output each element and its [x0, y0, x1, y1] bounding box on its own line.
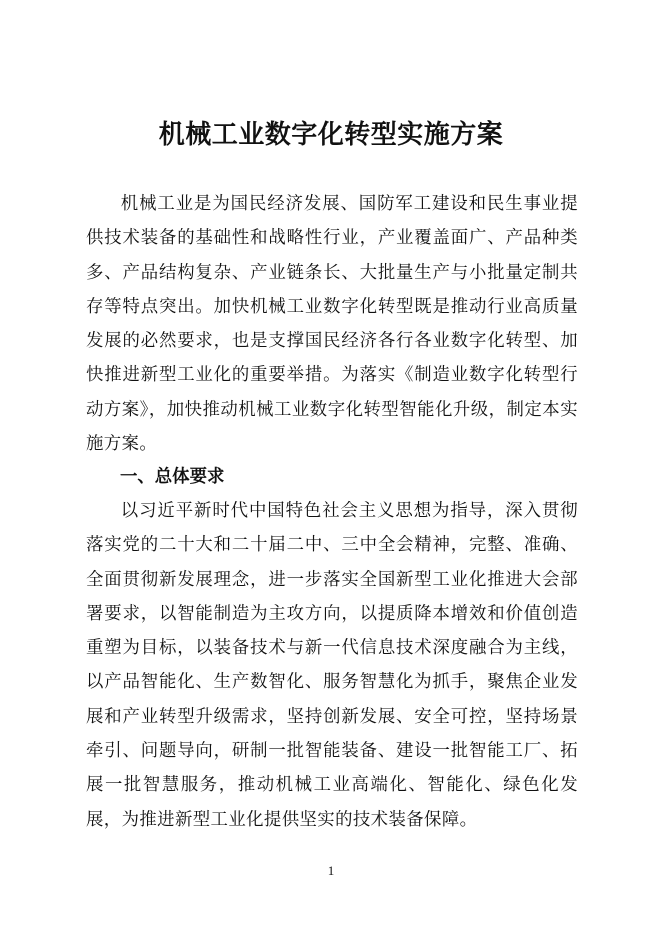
page-number: 1	[327, 863, 335, 878]
section-heading-general-requirements: 一、总体要求	[120, 467, 225, 487]
general-requirements-paragraph: 以习近平新时代中国特色社会主义思想为指导，深入贯彻落实党的二十大和二十届二中、三中全会精神，完整、准确、全面贯彻新发展理念，进一步落实全国新型工业化推进大会部署要求，以智能制造为主攻方向，以提质降本增效和价值创造重塑为目标，以装备技术与新一代信息技术深度融合为主线，以产品智能化、生产数智化、服务智慧化为抓手，聚焦企业发展和产业转型升级需求，坚持创新发展、安全可控，坚持场景牵引、问题导向，研制一批智能装备、建设一批智能工厂、拓展一批智慧服务，推动机械工业高端化、智能化、绿色化发展，为推进新型工业化提供坚实的技术装备保障。	[86, 501, 578, 830]
document-title: 机械工业数字化转型实施方案	[158, 120, 504, 150]
intro-paragraph: 机械工业是为国民经济发展、国防军工建设和民生事业提供技术装备的基础性和战略性行业，产业覆盖面广、产品种类多、产品结构复杂、产业链条长、大批量生产与小批量定制共存等特点突出。加快机械工业数字化转型既是推动行业高质量发展的必然要求，也是支撑国民经济各行各业数字化转型、加快推进新型工业化的重要举措。为落实《制造业数字化转型行动方案》，加快推动机械工业数字化转型智能化升级，制定本实施方案。	[86, 194, 578, 455]
